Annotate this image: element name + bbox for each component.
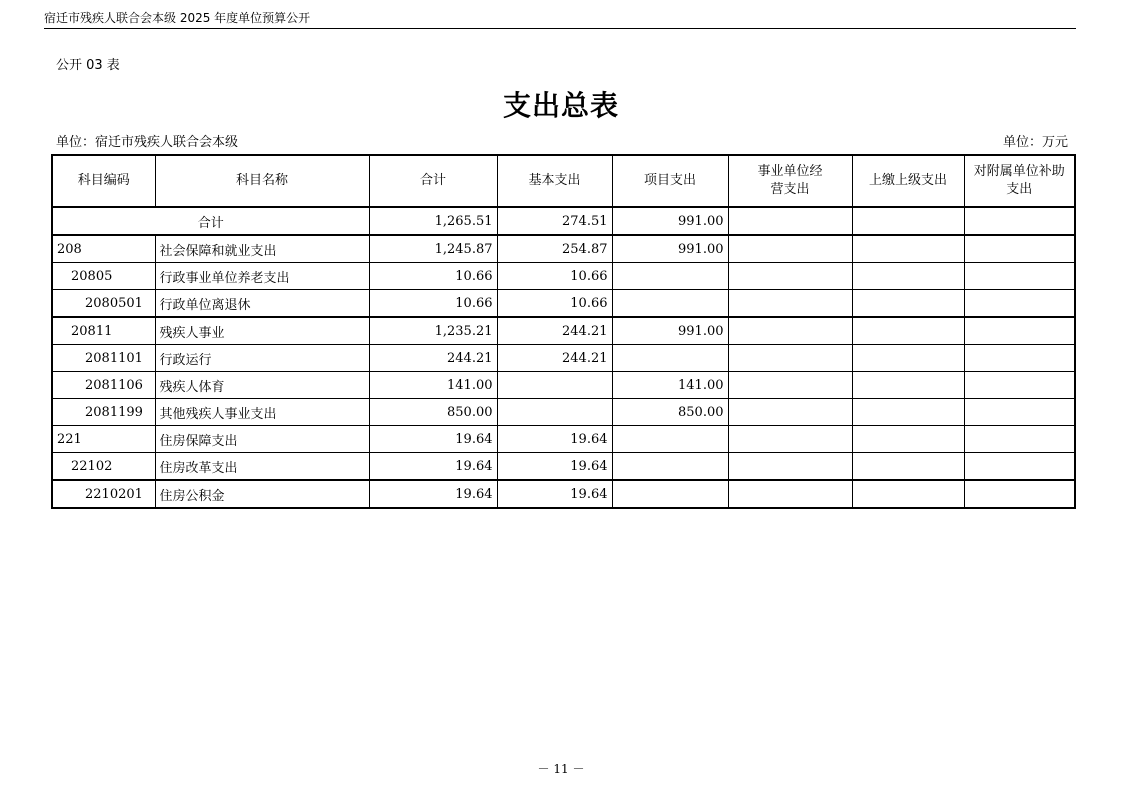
cell-code: 2081106 [52, 372, 155, 399]
table-row [52, 317, 1075, 345]
cell-basic [497, 372, 612, 399]
cell-subsidy [964, 399, 1075, 426]
cell-name: 其他残疾人事业支出 [155, 399, 369, 426]
cell-code: 208 [52, 235, 155, 263]
cell-total: 1,235.21 [369, 317, 497, 345]
cell-subsidy [964, 290, 1075, 318]
expenditure-table [51, 154, 1076, 509]
cell-subsidy [964, 480, 1075, 508]
cell-business [728, 453, 852, 481]
cell-name: 住房改革支出 [155, 453, 369, 481]
cell-upper [852, 345, 964, 372]
table-row [52, 480, 1075, 508]
cell-project [612, 263, 728, 290]
cell-subsidy [964, 207, 1075, 235]
cell-business [728, 207, 852, 235]
col-header-upper: 上缴上级支出 [852, 155, 964, 207]
cell-basic: 274.51 [497, 207, 612, 235]
cell-code: 22102 [52, 453, 155, 481]
cell-business [728, 290, 852, 318]
running-header: 宿迁市残疾人联合会本级 2025 年度单位预算公开 [44, 10, 1076, 29]
cell-code: 20811 [52, 317, 155, 345]
col-header-total: 合计 [369, 155, 497, 207]
cell-project [612, 480, 728, 508]
cell-project [612, 453, 728, 481]
cell-total: 1,265.51 [369, 207, 497, 235]
cell-subsidy [964, 372, 1075, 399]
cell-basic: 244.21 [497, 345, 612, 372]
total-label: 合计 [52, 207, 369, 235]
cell-basic: 19.64 [497, 426, 612, 453]
table-row [52, 345, 1075, 372]
cell-total: 19.64 [369, 426, 497, 453]
cell-total: 141.00 [369, 372, 497, 399]
form-number: 公开 03 表 [56, 58, 120, 73]
cell-subsidy [964, 263, 1075, 290]
col-header-subsidy: 对附属单位补助支出 [964, 155, 1075, 207]
cell-basic: 19.64 [497, 480, 612, 508]
table-row [52, 399, 1075, 426]
cell-business [728, 372, 852, 399]
cell-project: 850.00 [612, 399, 728, 426]
cell-upper [852, 207, 964, 235]
cell-basic: 244.21 [497, 317, 612, 345]
cell-basic: 254.87 [497, 235, 612, 263]
cell-name: 社会保障和就业支出 [155, 235, 369, 263]
cell-project: 991.00 [612, 317, 728, 345]
cell-total: 19.64 [369, 453, 497, 481]
cell-subsidy [964, 235, 1075, 263]
cell-name: 残疾人体育 [155, 372, 369, 399]
unit-currency: 单位：万元 [1002, 135, 1068, 150]
page-number: － 11 － [537, 762, 585, 776]
cell-total: 10.66 [369, 263, 497, 290]
cell-total: 10.66 [369, 290, 497, 318]
cell-total: 1,245.87 [369, 235, 497, 263]
cell-upper [852, 453, 964, 481]
cell-project: 991.00 [612, 207, 728, 235]
cell-code: 2210201 [52, 480, 155, 508]
cell-project [612, 345, 728, 372]
col-header-project: 项目支出 [612, 155, 728, 207]
cell-subsidy [964, 453, 1075, 481]
cell-code: 2080501 [52, 290, 155, 318]
cell-upper [852, 317, 964, 345]
col-header-basic: 基本支出 [497, 155, 612, 207]
cell-business [728, 426, 852, 453]
cell-basic: 10.66 [497, 290, 612, 318]
cell-upper [852, 235, 964, 263]
page-title: 支出总表 [502, 89, 619, 122]
cell-code: 2081199 [52, 399, 155, 426]
cell-upper [852, 399, 964, 426]
cell-project: 141.00 [612, 372, 728, 399]
cell-business [728, 317, 852, 345]
cell-name: 行政运行 [155, 345, 369, 372]
table-row [52, 290, 1075, 318]
table-row [52, 372, 1075, 399]
table-row [52, 453, 1075, 481]
cell-basic: 19.64 [497, 453, 612, 481]
table-row [52, 426, 1075, 453]
cell-total: 850.00 [369, 399, 497, 426]
table-row [52, 235, 1075, 263]
cell-code: 2081101 [52, 345, 155, 372]
table-header-row [52, 155, 1075, 207]
cell-name: 住房保障支出 [155, 426, 369, 453]
cell-name: 残疾人事业 [155, 317, 369, 345]
cell-subsidy [964, 345, 1075, 372]
cell-subsidy [964, 317, 1075, 345]
cell-project: 991.00 [612, 235, 728, 263]
cell-business [728, 263, 852, 290]
cell-project [612, 290, 728, 318]
cell-name: 行政事业单位养老支出 [155, 263, 369, 290]
total-row [52, 207, 1075, 235]
cell-code: 20805 [52, 263, 155, 290]
cell-project [612, 426, 728, 453]
cell-total: 19.64 [369, 480, 497, 508]
cell-business [728, 235, 852, 263]
cell-name: 行政单位离退休 [155, 290, 369, 318]
col-header-name: 科目名称 [155, 155, 369, 207]
cell-subsidy [964, 426, 1075, 453]
col-header-business: 事业单位经营支出 [728, 155, 852, 207]
table-row [52, 263, 1075, 290]
cell-basic [497, 399, 612, 426]
col-header-code: 科目编码 [52, 155, 155, 207]
cell-business [728, 480, 852, 508]
cell-upper [852, 290, 964, 318]
cell-total: 244.21 [369, 345, 497, 372]
cell-code: 221 [52, 426, 155, 453]
unit-organization: 单位：宿迁市残疾人联合会本级 [56, 135, 239, 150]
cell-upper [852, 480, 964, 508]
cell-business [728, 399, 852, 426]
cell-upper [852, 263, 964, 290]
cell-name: 住房公积金 [155, 480, 369, 508]
cell-upper [852, 426, 964, 453]
cell-basic: 10.66 [497, 263, 612, 290]
cell-business [728, 345, 852, 372]
cell-upper [852, 372, 964, 399]
